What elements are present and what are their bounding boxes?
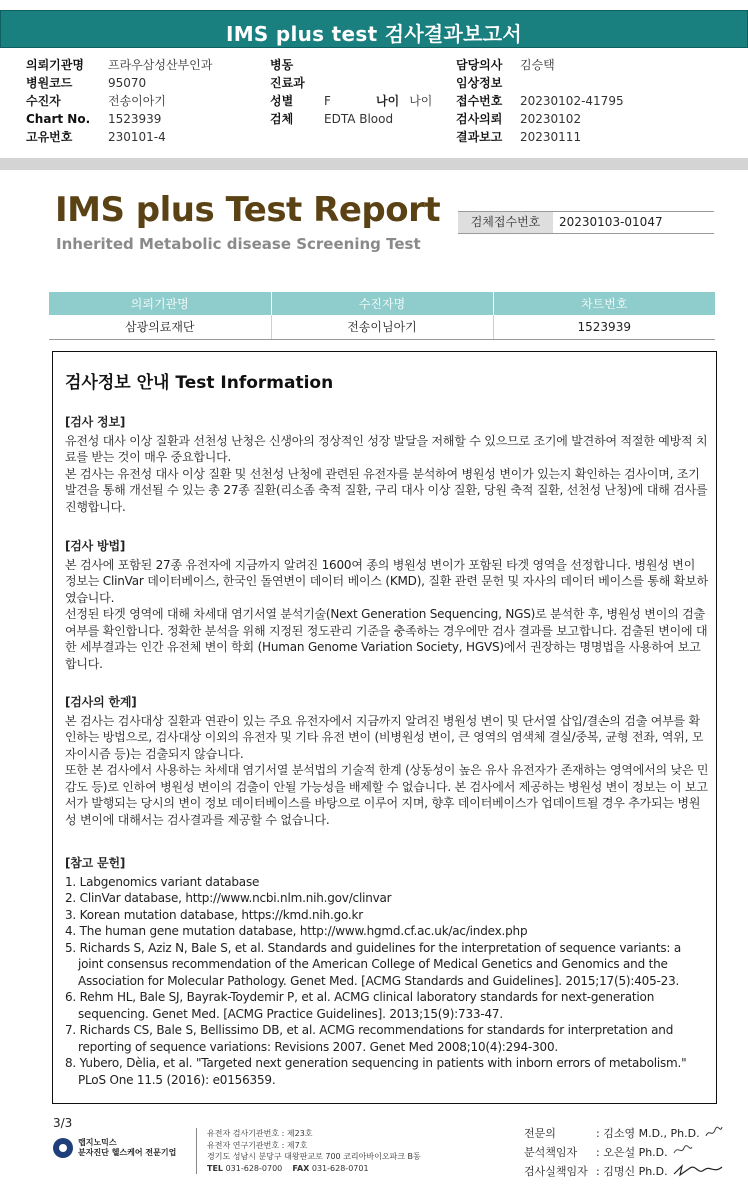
signer-role: 분석책임자 xyxy=(524,1146,578,1159)
signer-name: : 김소영 M.D., Ph.D. xyxy=(596,1127,700,1140)
reference-item: 3. Korean mutation database, https://kmd.nih.go.kr xyxy=(65,907,364,922)
signature-icon xyxy=(704,1124,724,1140)
meta-value: 20230102-41795 xyxy=(520,94,624,108)
meta-label: 고유번호 xyxy=(26,130,73,144)
meta-label: 병원코드 xyxy=(26,76,73,90)
specimen-number-box xyxy=(458,211,714,234)
paragraph: 또한 본 검사에서 사용하는 차세대 염기서열 분석법의 기술적 한계 (상동성이 높은 유사 유전자가 존재하는 영역에서의 낮은 민감도 등)로 인하여 병원성 변이의 검출이 안될 가능성을 배제할 수 없습니다. 본 검사에서 제공하는 병원성 변이 정보는 이 보고서가 발행되는 당시의 변이 정보 데이터베이스를 바탕으로 이루어 지며, 향후 데이터베이스가 업데이트될 경우 추가되는 병원성 변이에 대해서는 검사결과를 제공할 수 없습니다. xyxy=(65,763,709,827)
meta-label: 진료과 xyxy=(270,76,305,90)
section-title: [참고 문헌] xyxy=(65,856,126,870)
reference-item: 8. Yubero, Dèlia, et al. "Targeted next generation sequencing in patients with inborn errors of metabolism." PLoS One 11.5 (2016): e0156359. xyxy=(65,1056,687,1087)
meta-left xyxy=(26,56,212,146)
reference-item: 5. Richards S, Aziz N, Bale S, et al. Standards and guidelines for the interpretation of sequence variants: a joint consensus recommendation of the American College of Medical Genetics and Genomics and the Association for Molecular Pathology. Genet Med. [ACMG Standards and Guidelines]. 2015;17(5):405-23. xyxy=(65,940,681,988)
meta-value: 20230111 xyxy=(520,130,582,144)
meta-value: 프라우삼성산부인과 xyxy=(108,58,213,72)
reference-item: 6. Rehm HL, Bale SJ, Bayrak-Toydemir P, et al. ACMG clinical laboratory standards for next-generation sequencing. Genet Med. [ACMG Practice Guidelines]. 2013;15(9):733-47. xyxy=(65,990,655,1021)
signer-role: 전문의 xyxy=(524,1127,556,1140)
logo-name: 랩지노믹스 xyxy=(78,1138,117,1147)
fax-label: FAX xyxy=(292,1163,310,1173)
signature-icon xyxy=(672,1162,724,1178)
meta-label: 담당의사 xyxy=(456,58,503,72)
meta-label: 검체 xyxy=(270,112,294,126)
patient-info-table xyxy=(49,292,715,340)
signer-name: : 오은설 Ph.D. xyxy=(596,1146,668,1159)
reference-item: 2. ClinVar database, http://www.ncbi.nlm.nih.gov/clinvar xyxy=(65,891,392,905)
footer-line: 유전자 검사기관번호 : 제23호 xyxy=(207,1129,313,1138)
section-divider xyxy=(0,158,748,170)
table-header: 차트번호 xyxy=(493,292,715,315)
meta-value: 230101-4 xyxy=(108,130,166,144)
section-test-limitations xyxy=(65,694,709,828)
section-title: [검사 방법] xyxy=(65,539,126,553)
tel-label: TEL xyxy=(207,1163,224,1173)
meta-value: 20230102 xyxy=(520,112,582,126)
footer-company-info xyxy=(196,1128,421,1174)
meta-value: 김승택 xyxy=(520,58,555,72)
paragraph: 본 검사에 포함된 27종 유전자에 지금까지 알려진 1600여 종의 병원성 변이가 포함된 타겟 영역을 선정합니다. 병원성 변이 정보는 ClinVar 데이터베이스, 한국인 돌연변이 데이터 베이스 (KMD), 질환 관련 문헌 및 자사의 데이터 베이스를 통해 확보하였습니다. xyxy=(65,557,708,605)
meta-value: F xyxy=(324,94,331,108)
table-cell: 전송이님아기 xyxy=(271,315,493,339)
reference-item: 4. The human gene mutation database, http://www.hgmd.cf.ac.uk/ac/index.php xyxy=(65,924,528,938)
table-cell: 삼광의료재단 xyxy=(49,315,271,339)
page-number: 3/3 xyxy=(53,1116,73,1130)
table-header: 수진자명 xyxy=(271,292,493,315)
paragraph: 유전성 대사 이상 질환과 선천성 난청은 신생아의 정상적인 성장 발달을 저해할 수 있으므로 조기에 발견하여 적절한 예방적 치료를 받는 것이 매우 중요합니다. xyxy=(65,433,708,464)
footer-line: 경기도 성남시 분당구 대왕판교로 700 코리아바이오파크 B동 xyxy=(207,1152,421,1161)
paragraph: 본 검사는 유전성 대사 이상 질환 및 선천성 난청에 관련된 유전자를 분석하여 병원성 변이가 있는지 확인하는 검사이며, 조기 발견을 통해 개선될 수 있는 총 27종 질환(리소좀 축적 질환, 구리 대사 이상 질환, 당원 축적 질환, 선천성 난청)에 대해 검사를 진행합니다. xyxy=(65,466,708,514)
meta-value: EDTA Blood xyxy=(324,112,394,126)
meta-label: 검사의뢰 xyxy=(456,112,503,126)
section-references xyxy=(65,855,709,1088)
specimen-number-value: 20230103-01047 xyxy=(559,215,663,229)
meta-label: Chart No. xyxy=(26,112,91,126)
report-subtitle: Inherited Metabolic disease Screening Test xyxy=(56,235,421,253)
tel-number: 031-628-0700 xyxy=(225,1163,283,1173)
meta-right xyxy=(456,56,624,146)
meta-value: 전송이아기 xyxy=(108,94,166,108)
test-information-box xyxy=(52,351,717,1104)
fax-number: 031-628-0701 xyxy=(311,1163,369,1173)
paragraph: 선정된 타겟 영역에 대해 차세대 염기서열 분석기술(Next Generation Sequencing, NGS)로 분석한 후, 병원성 변이의 검출 여부를 확인합니다. 정확한 분석을 위해 지정된 정도관리 기준을 충족하는 경우에만 검사 결과를 보고합니다. 검출된 변이에 대한 세부결과는 인간 유전체 변이 학회 (Human Genome Variation Society, HGVS)에서 권장하는 명명법을 사용하여 보고합니다. xyxy=(65,607,708,671)
report-title: IMS plus Test Report xyxy=(55,190,441,230)
meta-label: 결과보고 xyxy=(456,130,503,144)
section-test-method xyxy=(65,538,709,672)
signer-role: 검사실책임자 xyxy=(524,1165,588,1178)
reference-list xyxy=(65,874,709,1089)
meta-label: 임상정보 xyxy=(456,76,503,90)
footer-line: 유전자 연구기관번호 : 제7호 xyxy=(207,1140,308,1150)
meta-label: 의뢰기관명 xyxy=(26,58,84,72)
signature-icon xyxy=(672,1143,694,1157)
section-heading: 검사정보 안내 Test Information xyxy=(65,373,334,393)
meta-value: 1523939 xyxy=(108,112,162,126)
reference-item: 1. Labgenomics variant database xyxy=(65,874,260,889)
company-logo xyxy=(53,1138,176,1158)
meta-label: 나이 xyxy=(376,94,400,108)
section-test-info xyxy=(65,414,709,515)
section-title: [검사 정보] xyxy=(65,415,126,429)
table-header: 의뢰기관명 xyxy=(49,292,271,315)
section-title: [검사의 한계] xyxy=(65,695,137,709)
meta-label: 병동 xyxy=(270,58,294,72)
paragraph: 본 검사는 검사대상 질환과 연관이 있는 주요 유전자에서 지금까지 알려진 병원성 변이 및 단서열 삽입/결손의 검출 여부를 확인하는 방법으로, 검사대상 이외의 유전자 및 기타 유전 변이 (비병원성 변이, 큰 영역의 염색체 결실/중복, 균형 전좌, 역위, 모자이시즘 등)는 검출되지 않습니다. xyxy=(65,713,704,761)
meta-value: 나이 xyxy=(409,94,433,108)
report-header-bar xyxy=(0,10,748,48)
signers-block xyxy=(524,1124,724,1181)
logo-tagline: 분자진단 헬스케어 전문기업 xyxy=(78,1148,177,1157)
meta-middle xyxy=(270,56,432,128)
report-header-title: IMS plus test 검사결과보고서 xyxy=(225,22,523,46)
specimen-number-label: 검체접수번호 xyxy=(458,212,553,233)
reference-item: 7. Richards CS, Bale S, Bellissimo DB, et al. ACMG recommendations for standards for interpretation and reporting of sequence variations: Revisions 2007. Genet Med 2008;10(4):294-300. xyxy=(65,1023,674,1054)
meta-label: 성별 xyxy=(270,94,294,108)
meta-label: 수진자 xyxy=(26,94,61,108)
table-cell: 1523939 xyxy=(493,315,715,339)
meta-value: 95070 xyxy=(108,76,147,90)
logo-icon xyxy=(53,1138,73,1158)
signer-name: : 김명신 Ph.D. xyxy=(596,1165,668,1178)
meta-label: 접수번호 xyxy=(456,94,503,108)
